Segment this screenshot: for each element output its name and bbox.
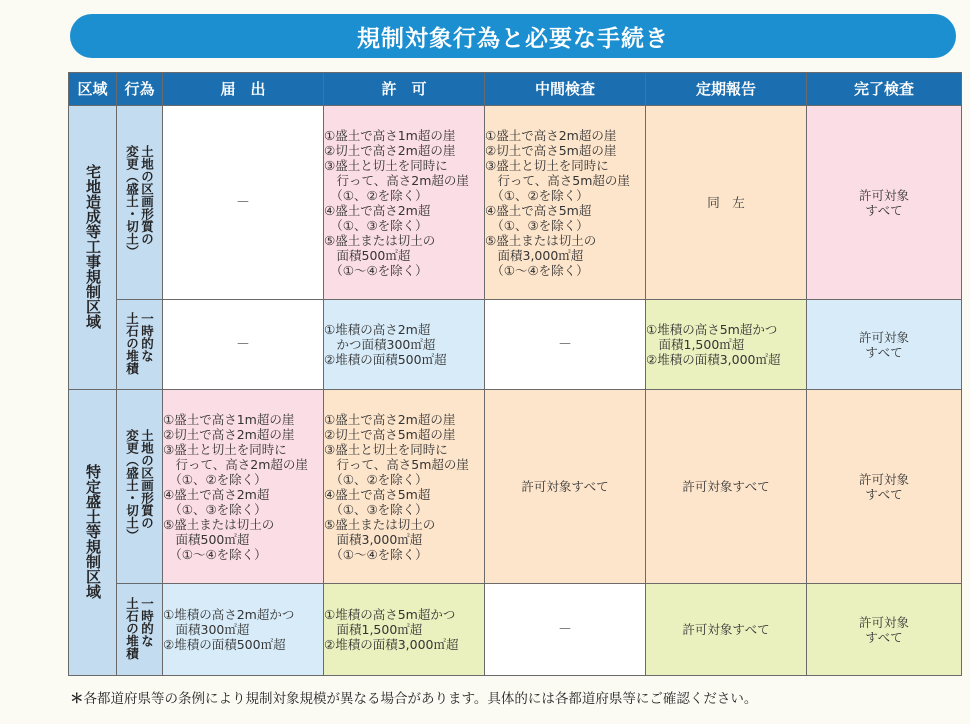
table-row: [69, 300, 962, 390]
act-cell: [117, 300, 163, 390]
footnote-mark: ＊: [70, 691, 84, 707]
regulation-table: [68, 72, 962, 676]
act-label: 土地の区画形質の 変更（盛土・切土）: [124, 144, 155, 258]
interim-inspection-cell: －: [485, 300, 646, 390]
completion-inspection-cell: 許可対象 すべて: [807, 300, 962, 390]
header-interim-inspection: 中間検査: [485, 73, 646, 106]
permission-cell: ①盛土で高さ1m超の崖 ②切土で高さ2m超の崖 ③盛土と切土を同時に 行って、高さ2m超の崖 （①、②を除く） ④盛土で高さ2m超 （①、③を除く） ⑤盛土または切土の 面積500㎡超 （①～④を除く）: [324, 106, 485, 300]
completion-inspection-cell: 許可対象 すべて: [807, 390, 962, 584]
table-row: [69, 390, 962, 584]
header-permission: 許 可: [324, 73, 485, 106]
permission-cell: ①盛土で高さ2m超の崖 ②切土で高さ5m超の崖 ③盛土と切土を同時に 行って、高さ5m超の崖 （①、②を除く） ④盛土で高さ5m超 （①、③を除く） ⑤盛土または切土の 面積3,000㎡超 （①～④を除く）: [324, 390, 485, 584]
act-cell: [117, 584, 163, 676]
permission-cell: ①堆積の高さ5m超かつ 面積1,500㎡超 ②堆積の面積3,000㎡超: [324, 584, 485, 676]
header-row: [69, 73, 962, 106]
completion-inspection-cell: 許可対象 すべて: [807, 106, 962, 300]
act-label: 土地の区画形質の 変更（盛土・切土）: [124, 428, 155, 542]
area-cell: [69, 390, 117, 676]
header-periodic-report: 定期報告: [646, 73, 807, 106]
header-act: 行為: [117, 73, 163, 106]
footnote-text: 各都道府県等の条例により規制対象規模が異なる場合があります。具体的には各都道府県等にご確認ください。: [83, 691, 758, 707]
interim-inspection-cell: ①盛土で高さ2m超の崖 ②切土で高さ5m超の崖 ③盛土と切土を同時に 行って、高さ5m超の崖 （①、②を除く） ④盛土で高さ5m超 （①、③を除く） ⑤盛土または切土の 面積3,000㎡超 （①～④を除く）: [485, 106, 646, 300]
periodic-report-cell: 許可対象すべて: [646, 584, 807, 676]
notification-cell: －: [163, 106, 324, 300]
area-label: 宅地造成等工事規制区域: [84, 163, 102, 329]
page-title: 規制対象行為と必要な手続き: [70, 14, 956, 58]
table-row: [69, 584, 962, 676]
notification-cell: －: [163, 300, 324, 390]
periodic-report-cell: ①堆積の高さ5m超かつ 面積1,500㎡超 ②堆積の面積3,000㎡超: [646, 300, 807, 390]
notification-cell: ①堆積の高さ2m超かつ 面積300㎡超 ②堆積の面積500㎡超: [163, 584, 324, 676]
act-label: 一時的な 土石の堆積: [124, 311, 155, 375]
completion-inspection-cell: 許可対象 すべて: [807, 584, 962, 676]
notification-cell: ①盛土で高さ1m超の崖 ②切土で高さ2m超の崖 ③盛土と切土を同時に 行って、高さ2m超の崖 （①、②を除く） ④盛土で高さ2m超 （①、③を除く） ⑤盛土または切土の 面積500㎡超 （①～④を除く）: [163, 390, 324, 584]
area-label: 特定盛土等規制区域: [84, 463, 102, 599]
area-cell: [69, 106, 117, 390]
permission-cell: ①堆積の高さ2m超 かつ面積300㎡超 ②堆積の面積500㎡超: [324, 300, 485, 390]
periodic-report-cell: 同 左: [646, 106, 807, 300]
header-area: 区域: [69, 73, 117, 106]
header-completion-inspection: 完了検査: [807, 73, 962, 106]
act-cell: [117, 390, 163, 584]
table-row: [69, 106, 962, 300]
header-notification: 届 出: [163, 73, 324, 106]
periodic-report-cell: 許可対象すべて: [646, 390, 807, 584]
interim-inspection-cell: 許可対象すべて: [485, 390, 646, 584]
act-cell: [117, 106, 163, 300]
act-label: 一時的な 土石の堆積: [124, 596, 155, 660]
interim-inspection-cell: －: [485, 584, 646, 676]
footnote: [70, 687, 757, 707]
